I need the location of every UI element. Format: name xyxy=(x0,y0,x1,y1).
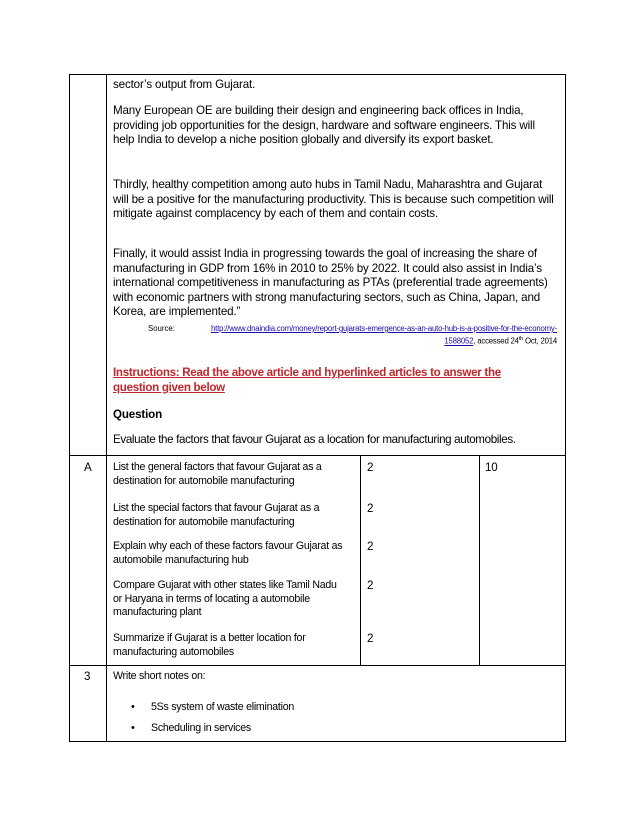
bullet-dot: • xyxy=(131,701,135,713)
row-a-total-marks: 10 xyxy=(485,461,498,474)
task-marks: 2 xyxy=(367,502,374,515)
row-label-a: A xyxy=(84,461,92,474)
bullet-item: 5Ss system of waste elimination xyxy=(151,701,294,713)
article-paragraph: Finally, it would assist India in progressing towards the goal of increasing the share of manufacturing in GDP from 16% in 2010 to 25% by 2022. It could also assist in India’s international competitiveness in manufacturing as PTAs (preferential trade agreements) with economic partners with strong manufacturing sectors, such as China, Japan, and Korea, are implemented.” xyxy=(113,247,548,319)
task-marks: 2 xyxy=(367,540,374,553)
table-border-left xyxy=(69,74,70,742)
table-border-top xyxy=(69,74,566,75)
task-item: Explain why each of these factors favour Gujarat as automobile manufacturing hub xyxy=(113,540,343,566)
column-divider-label xyxy=(106,74,107,742)
question-heading: Question xyxy=(113,408,163,421)
task-marks: 2 xyxy=(367,579,374,592)
row-divider-article xyxy=(69,455,566,456)
article-paragraph: Thirdly, healthy competition among auto hubs in Tamil Nadu, Maharashtra and Gujarat will be a positive for the manufacturing productivity. This is because such competition will mitigate against complacency by each of them and contain costs. xyxy=(113,178,554,221)
source-link-id[interactable]: 1588052 xyxy=(444,336,474,346)
row-label-3: 3 xyxy=(84,670,91,683)
table-border-right xyxy=(565,74,566,742)
accessed-date-suffix: th xyxy=(518,336,524,342)
task-marks: 2 xyxy=(367,461,374,474)
bullet-item: Scheduling in services xyxy=(151,722,251,734)
task-marks: 2 xyxy=(367,632,374,645)
question-text: Evaluate the factors that favour Gujarat as a location for manufacturing automobiles. xyxy=(113,433,516,446)
row-3-heading: Write short notes on: xyxy=(113,670,206,682)
source-link[interactable]: http://www.dnaindia.com/money/report-gujarats-emergence-as-an-auto-hub-is-a-positive-for-the-economy- xyxy=(211,324,557,333)
source-citation xyxy=(180,324,557,347)
article-paragraph: sector’s output from Gujarat. xyxy=(113,78,256,91)
task-item: List the general factors that favour Gujarat as a destination for automobile manufacturing xyxy=(113,461,322,487)
task-item: Summarize if Gujarat is a better location for manufacturing automobiles xyxy=(113,632,306,658)
bullet-dot: • xyxy=(131,722,135,734)
accessed-text: , accessed 24 xyxy=(473,336,519,346)
instructions: Instructions: Read the above article and hyperlinked articles to answer the question given below xyxy=(113,366,501,394)
accessed-date: Oct, 2014 xyxy=(523,336,557,346)
table-border-bottom xyxy=(69,741,566,742)
column-divider-marks xyxy=(360,455,361,665)
row-divider-a xyxy=(69,665,566,666)
column-divider-total xyxy=(479,455,480,665)
task-item: List the special factors that favour Gujarat as a destination for automobile manufacturing xyxy=(113,502,320,528)
task-item: Compare Gujarat with other states like Tamil Nadu or Haryana in terms of locating a automobile manufacturing plant xyxy=(113,579,337,619)
article-paragraph: Many European OE are building their design and engineering back offices in India, providing job opportunities for the design, hardware and software engineers. This will help India to develop a niche position globally and diversify its export basket. xyxy=(113,104,535,147)
source-label: Source: xyxy=(148,324,175,333)
